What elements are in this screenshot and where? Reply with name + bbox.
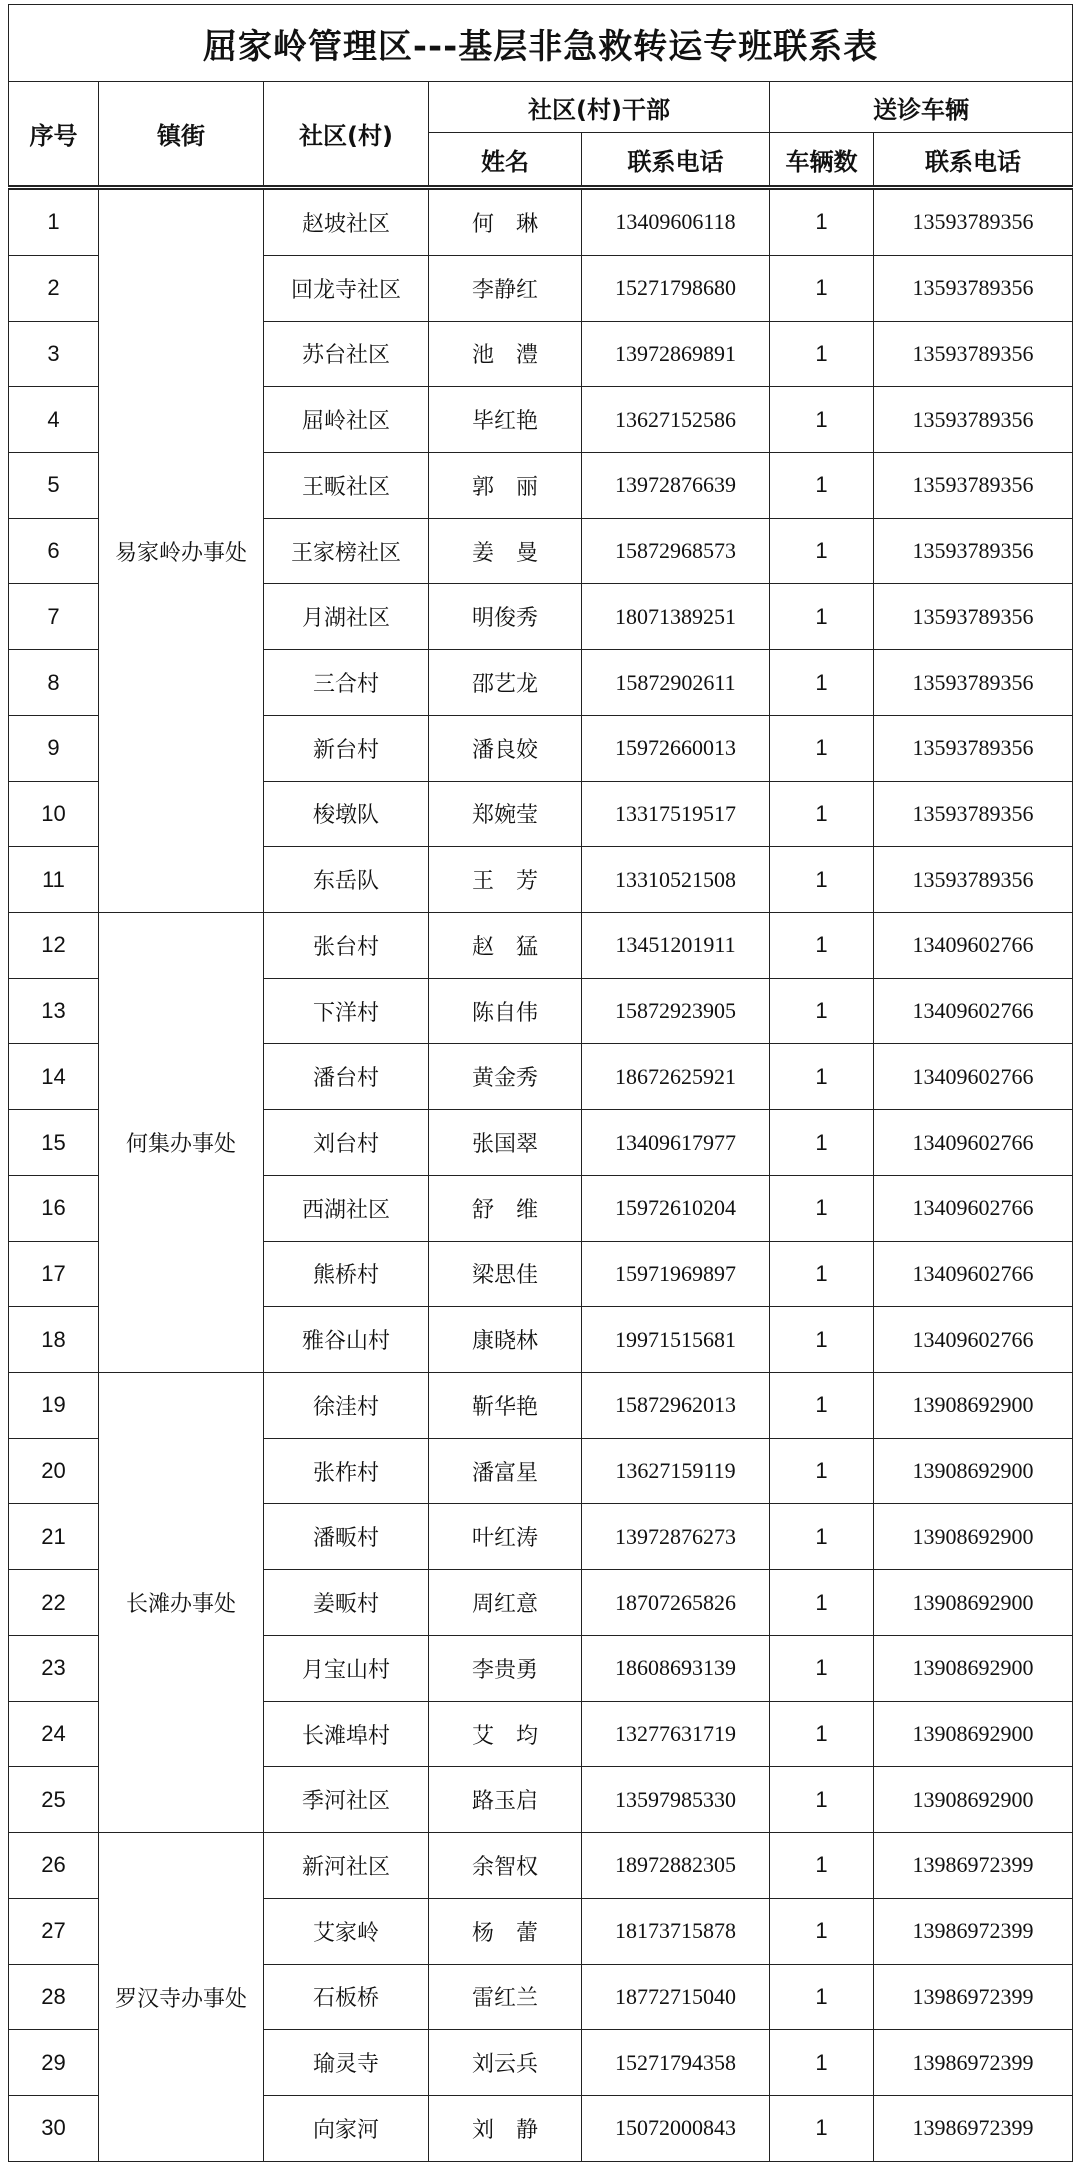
row-community: 月宝山村 bbox=[264, 1635, 429, 1701]
row-community: 徐洼村 bbox=[264, 1373, 429, 1439]
row-vehicle-phone: 13986972399 bbox=[874, 1964, 1073, 2030]
row-vehicle-phone: 13409602766 bbox=[874, 1175, 1073, 1241]
row-vehicle-phone: 13908692900 bbox=[874, 1373, 1073, 1439]
row-name: 康晓林 bbox=[429, 1307, 582, 1373]
row-seq: 25 bbox=[9, 1767, 99, 1833]
row-community: 王畈社区 bbox=[264, 452, 429, 518]
row-community: 三合村 bbox=[264, 650, 429, 716]
header-seq: 序号 bbox=[9, 82, 99, 188]
row-phone: 18608693139 bbox=[582, 1635, 770, 1701]
row-name: 明俊秀 bbox=[429, 584, 582, 650]
row-vehicle-phone: 13409602766 bbox=[874, 1241, 1073, 1307]
row-vehicle-phone: 13593789356 bbox=[874, 321, 1073, 387]
row-seq: 22 bbox=[9, 1570, 99, 1636]
row-phone: 18672625921 bbox=[582, 1044, 770, 1110]
title-row bbox=[9, 5, 1073, 82]
row-community: 熊桥村 bbox=[264, 1241, 429, 1307]
row-seq: 15 bbox=[9, 1110, 99, 1176]
row-phone: 13409617977 bbox=[582, 1110, 770, 1176]
row-vehicle-count: 1 bbox=[770, 715, 874, 781]
row-vehicle-count: 1 bbox=[770, 847, 874, 913]
row-community: 东岳队 bbox=[264, 847, 429, 913]
row-name: 赵 猛 bbox=[429, 913, 582, 979]
row-name: 雷红兰 bbox=[429, 1964, 582, 2030]
row-community: 屈岭社区 bbox=[264, 387, 429, 453]
row-name: 潘富星 bbox=[429, 1438, 582, 1504]
row-phone: 18173715878 bbox=[582, 1898, 770, 1964]
row-community: 长滩埠村 bbox=[264, 1701, 429, 1767]
row-name: 余智权 bbox=[429, 1833, 582, 1899]
row-vehicle-phone: 13986972399 bbox=[874, 2095, 1073, 2161]
row-name: 何 琳 bbox=[429, 188, 582, 256]
row-street: 罗汉寺办事处 bbox=[99, 1833, 264, 2162]
header-vehicle-group: 送诊车辆 bbox=[770, 82, 1073, 133]
row-community: 张柞村 bbox=[264, 1438, 429, 1504]
row-name: 池 澧 bbox=[429, 321, 582, 387]
row-community: 梭墩队 bbox=[264, 781, 429, 847]
row-community: 下洋村 bbox=[264, 978, 429, 1044]
row-phone: 18071389251 bbox=[582, 584, 770, 650]
row-seq: 20 bbox=[9, 1438, 99, 1504]
row-community: 艾家岭 bbox=[264, 1898, 429, 1964]
row-seq: 12 bbox=[9, 913, 99, 979]
row-seq: 16 bbox=[9, 1175, 99, 1241]
row-seq: 29 bbox=[9, 2030, 99, 2096]
row-phone: 15972610204 bbox=[582, 1175, 770, 1241]
row-phone: 15872968573 bbox=[582, 518, 770, 584]
row-vehicle-phone: 13908692900 bbox=[874, 1570, 1073, 1636]
row-name: 杨 蕾 bbox=[429, 1898, 582, 1964]
row-vehicle-count: 1 bbox=[770, 1241, 874, 1307]
contact-table bbox=[8, 4, 1073, 2162]
row-phone: 13627152586 bbox=[582, 387, 770, 453]
row-community: 季河社区 bbox=[264, 1767, 429, 1833]
row-street: 易家岭办事处 bbox=[99, 188, 264, 913]
row-seq: 23 bbox=[9, 1635, 99, 1701]
row-vehicle-phone: 13409602766 bbox=[874, 978, 1073, 1044]
row-seq: 27 bbox=[9, 1898, 99, 1964]
row-community: 潘畈村 bbox=[264, 1504, 429, 1570]
row-phone: 15072000843 bbox=[582, 2095, 770, 2161]
row-seq: 30 bbox=[9, 2095, 99, 2161]
row-vehicle-count: 1 bbox=[770, 452, 874, 518]
row-name: 李贵勇 bbox=[429, 1635, 582, 1701]
row-vehicle-count: 1 bbox=[770, 1504, 874, 1570]
row-vehicle-count: 1 bbox=[770, 1044, 874, 1110]
row-phone: 15271794358 bbox=[582, 2030, 770, 2096]
row-vehicle-count: 1 bbox=[770, 1373, 874, 1439]
header-street: 镇街 bbox=[99, 82, 264, 188]
row-vehicle-count: 1 bbox=[770, 1898, 874, 1964]
row-phone: 18772715040 bbox=[582, 1964, 770, 2030]
row-vehicle-phone: 13593789356 bbox=[874, 255, 1073, 321]
row-vehicle-count: 1 bbox=[770, 1110, 874, 1176]
row-vehicle-phone: 13409602766 bbox=[874, 913, 1073, 979]
row-vehicle-phone: 13593789356 bbox=[874, 452, 1073, 518]
row-community: 王家榜社区 bbox=[264, 518, 429, 584]
row-vehicle-count: 1 bbox=[770, 1635, 874, 1701]
table-row bbox=[9, 188, 1073, 256]
header-cadre-phone: 联系电话 bbox=[582, 133, 770, 188]
row-vehicle-count: 1 bbox=[770, 387, 874, 453]
row-seq: 5 bbox=[9, 452, 99, 518]
row-phone: 18707265826 bbox=[582, 1570, 770, 1636]
row-vehicle-count: 1 bbox=[770, 518, 874, 584]
row-name: 周红意 bbox=[429, 1570, 582, 1636]
row-vehicle-count: 1 bbox=[770, 188, 874, 256]
row-vehicle-phone: 13409602766 bbox=[874, 1307, 1073, 1373]
row-name: 刘 静 bbox=[429, 2095, 582, 2161]
row-vehicle-phone: 13908692900 bbox=[874, 1701, 1073, 1767]
row-vehicle-count: 1 bbox=[770, 1701, 874, 1767]
row-seq: 8 bbox=[9, 650, 99, 716]
contact-sheet bbox=[8, 4, 1072, 2162]
row-phone: 13317519517 bbox=[582, 781, 770, 847]
row-seq: 28 bbox=[9, 1964, 99, 2030]
row-vehicle-count: 1 bbox=[770, 650, 874, 716]
row-vehicle-phone: 13409602766 bbox=[874, 1110, 1073, 1176]
sheet-title: 屈家岭管理区---基层非急救转运专班联系表 bbox=[9, 5, 1073, 82]
row-name: 郑婉莹 bbox=[429, 781, 582, 847]
row-vehicle-count: 1 bbox=[770, 1964, 874, 2030]
row-vehicle-count: 1 bbox=[770, 1438, 874, 1504]
row-seq: 26 bbox=[9, 1833, 99, 1899]
row-name: 郭 丽 bbox=[429, 452, 582, 518]
row-name: 王 芳 bbox=[429, 847, 582, 913]
row-phone: 13409606118 bbox=[582, 188, 770, 256]
row-community: 刘台村 bbox=[264, 1110, 429, 1176]
row-name: 邵艺龙 bbox=[429, 650, 582, 716]
row-phone: 13972876273 bbox=[582, 1504, 770, 1570]
row-community: 姜畈村 bbox=[264, 1570, 429, 1636]
row-vehicle-count: 1 bbox=[770, 1833, 874, 1899]
row-community: 新河社区 bbox=[264, 1833, 429, 1899]
row-seq: 10 bbox=[9, 781, 99, 847]
row-phone: 18972882305 bbox=[582, 1833, 770, 1899]
row-phone: 13451201911 bbox=[582, 913, 770, 979]
row-phone: 13627159119 bbox=[582, 1438, 770, 1504]
row-name: 路玉启 bbox=[429, 1767, 582, 1833]
table-row bbox=[9, 913, 1073, 979]
row-name: 叶红涛 bbox=[429, 1504, 582, 1570]
row-vehicle-phone: 13593789356 bbox=[874, 188, 1073, 256]
row-seq: 11 bbox=[9, 847, 99, 913]
row-phone: 13597985330 bbox=[582, 1767, 770, 1833]
row-name: 陈自伟 bbox=[429, 978, 582, 1044]
row-vehicle-count: 1 bbox=[770, 1307, 874, 1373]
header-cadre-group: 社区(村)干部 bbox=[429, 82, 770, 133]
row-vehicle-count: 1 bbox=[770, 2030, 874, 2096]
row-name: 潘良姣 bbox=[429, 715, 582, 781]
row-street: 长滩办事处 bbox=[99, 1373, 264, 1833]
row-vehicle-phone: 13593789356 bbox=[874, 650, 1073, 716]
row-vehicle-phone: 13986972399 bbox=[874, 2030, 1073, 2096]
row-community: 新台村 bbox=[264, 715, 429, 781]
row-phone: 15872962013 bbox=[582, 1373, 770, 1439]
row-vehicle-count: 1 bbox=[770, 1175, 874, 1241]
row-vehicle-phone: 13908692900 bbox=[874, 1438, 1073, 1504]
row-vehicle-phone: 13593789356 bbox=[874, 518, 1073, 584]
row-community: 石板桥 bbox=[264, 1964, 429, 2030]
header-vehicle-count: 车辆数 bbox=[770, 133, 874, 188]
row-seq: 17 bbox=[9, 1241, 99, 1307]
row-vehicle-count: 1 bbox=[770, 584, 874, 650]
row-vehicle-count: 1 bbox=[770, 255, 874, 321]
row-vehicle-phone: 13593789356 bbox=[874, 781, 1073, 847]
row-seq: 14 bbox=[9, 1044, 99, 1110]
row-vehicle-count: 1 bbox=[770, 1767, 874, 1833]
row-community: 苏台社区 bbox=[264, 321, 429, 387]
row-vehicle-phone: 13593789356 bbox=[874, 387, 1073, 453]
row-phone: 15872923905 bbox=[582, 978, 770, 1044]
row-seq: 21 bbox=[9, 1504, 99, 1570]
row-name: 张国翠 bbox=[429, 1110, 582, 1176]
row-community: 赵坡社区 bbox=[264, 188, 429, 256]
row-phone: 15971969897 bbox=[582, 1241, 770, 1307]
row-vehicle-phone: 13593789356 bbox=[874, 584, 1073, 650]
row-street: 何集办事处 bbox=[99, 913, 264, 1373]
row-name: 刘云兵 bbox=[429, 2030, 582, 2096]
row-vehicle-phone: 13593789356 bbox=[874, 715, 1073, 781]
row-vehicle-phone: 13593789356 bbox=[874, 847, 1073, 913]
row-vehicle-count: 1 bbox=[770, 1570, 874, 1636]
header-community: 社区(村) bbox=[264, 82, 429, 188]
row-name: 毕红艳 bbox=[429, 387, 582, 453]
row-vehicle-count: 1 bbox=[770, 978, 874, 1044]
row-community: 月湖社区 bbox=[264, 584, 429, 650]
row-seq: 2 bbox=[9, 255, 99, 321]
row-vehicle-phone: 13986972399 bbox=[874, 1898, 1073, 1964]
row-phone: 15872902611 bbox=[582, 650, 770, 716]
row-vehicle-phone: 13908692900 bbox=[874, 1635, 1073, 1701]
header-name: 姓名 bbox=[429, 133, 582, 188]
row-phone: 13972869891 bbox=[582, 321, 770, 387]
row-vehicle-phone: 13986972399 bbox=[874, 1833, 1073, 1899]
row-seq: 6 bbox=[9, 518, 99, 584]
row-community: 回龙寺社区 bbox=[264, 255, 429, 321]
row-community: 瑜灵寺 bbox=[264, 2030, 429, 2096]
table-row bbox=[9, 1833, 1073, 1899]
row-vehicle-count: 1 bbox=[770, 781, 874, 847]
row-vehicle-count: 1 bbox=[770, 321, 874, 387]
row-community: 潘台村 bbox=[264, 1044, 429, 1110]
row-phone: 15972660013 bbox=[582, 715, 770, 781]
row-seq: 9 bbox=[9, 715, 99, 781]
row-vehicle-phone: 13409602766 bbox=[874, 1044, 1073, 1110]
row-phone: 13310521508 bbox=[582, 847, 770, 913]
row-vehicle-count: 1 bbox=[770, 2095, 874, 2161]
row-seq: 13 bbox=[9, 978, 99, 1044]
row-community: 向家河 bbox=[264, 2095, 429, 2161]
row-name: 姜 曼 bbox=[429, 518, 582, 584]
row-phone: 15271798680 bbox=[582, 255, 770, 321]
row-seq: 3 bbox=[9, 321, 99, 387]
row-vehicle-phone: 13908692900 bbox=[874, 1504, 1073, 1570]
row-seq: 24 bbox=[9, 1701, 99, 1767]
row-vehicle-phone: 13908692900 bbox=[874, 1767, 1073, 1833]
row-vehicle-count: 1 bbox=[770, 913, 874, 979]
header-row-1 bbox=[9, 82, 1073, 133]
header-vehicle-phone: 联系电话 bbox=[874, 133, 1073, 188]
row-community: 西湖社区 bbox=[264, 1175, 429, 1241]
table-body bbox=[9, 5, 1073, 2162]
row-seq: 4 bbox=[9, 387, 99, 453]
row-seq: 19 bbox=[9, 1373, 99, 1439]
row-name: 梁思佳 bbox=[429, 1241, 582, 1307]
row-phone: 19971515681 bbox=[582, 1307, 770, 1373]
table-row bbox=[9, 1373, 1073, 1439]
row-community: 张台村 bbox=[264, 913, 429, 979]
row-name: 黄金秀 bbox=[429, 1044, 582, 1110]
row-name: 艾 均 bbox=[429, 1701, 582, 1767]
row-name: 靳华艳 bbox=[429, 1373, 582, 1439]
row-name: 舒 维 bbox=[429, 1175, 582, 1241]
row-seq: 18 bbox=[9, 1307, 99, 1373]
row-seq: 1 bbox=[9, 188, 99, 256]
row-community: 雅谷山村 bbox=[264, 1307, 429, 1373]
row-name: 李静红 bbox=[429, 255, 582, 321]
row-phone: 13972876639 bbox=[582, 452, 770, 518]
row-phone: 13277631719 bbox=[582, 1701, 770, 1767]
row-seq: 7 bbox=[9, 584, 99, 650]
